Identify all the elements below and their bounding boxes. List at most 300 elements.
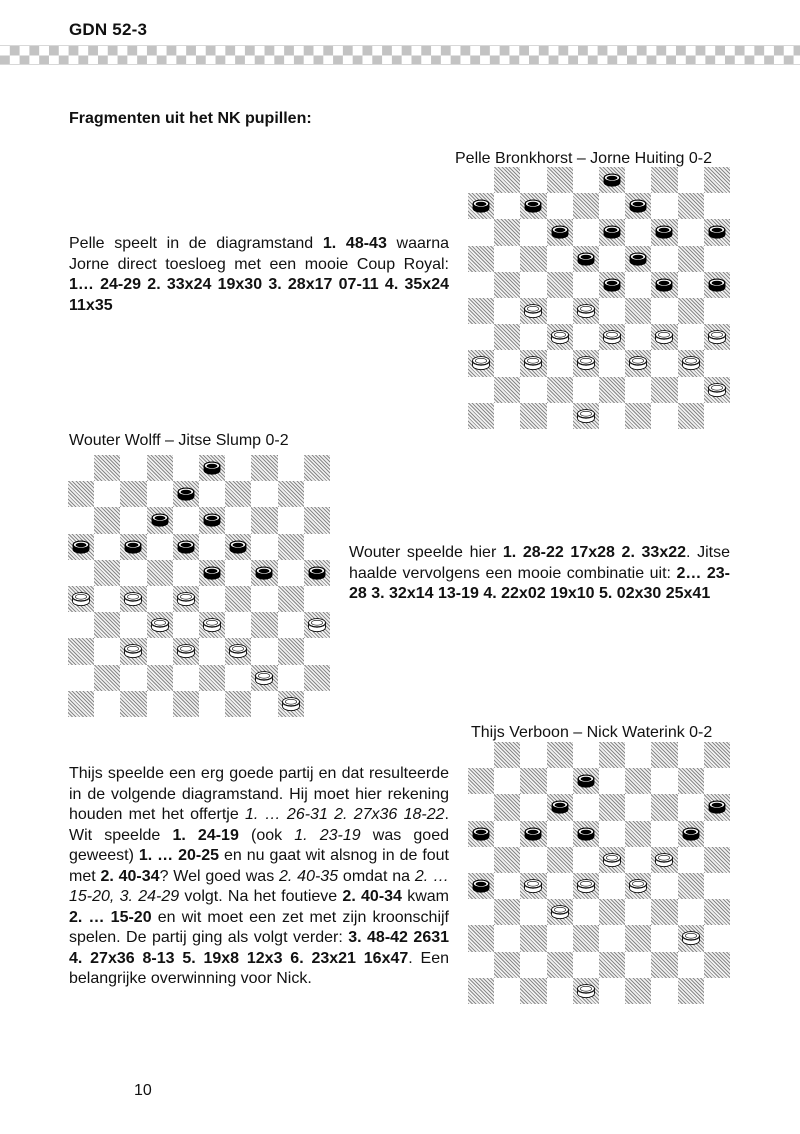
board-light-square <box>94 691 120 717</box>
board-light-square <box>468 794 494 820</box>
board-light-square <box>173 665 199 691</box>
game-2-board-diagram <box>68 455 330 717</box>
move-notation-italic: 1. … 26-31 2. 27x36 18-22 <box>245 806 445 823</box>
board-light-square <box>225 507 251 533</box>
board-square-12 <box>147 507 173 533</box>
black-piece-icon <box>307 565 326 580</box>
board-light-square <box>120 665 146 691</box>
board-light-square <box>278 665 304 691</box>
board-square-18 <box>573 821 599 847</box>
board-square-14 <box>651 794 677 820</box>
board-square-26 <box>468 873 494 899</box>
board-light-square <box>625 952 651 978</box>
board-square-2 <box>147 455 173 481</box>
board-light-square <box>520 324 546 350</box>
board-square-40 <box>678 925 704 951</box>
move-notation-bold: 1… 24-29 2. 33x24 19x30 3. 28x17 07-11 4. 35x24 11x35 <box>69 276 449 314</box>
board-square-50 <box>678 403 704 429</box>
board-square-35 <box>704 324 730 350</box>
board-square-7 <box>520 193 546 219</box>
board-light-square <box>651 925 677 951</box>
board-light-square <box>599 193 625 219</box>
board-square-8 <box>573 193 599 219</box>
board-square-37 <box>120 638 146 664</box>
board-light-square <box>678 219 704 245</box>
board-square-20 <box>678 246 704 272</box>
board-square-49 <box>625 403 651 429</box>
black-piece-icon <box>655 225 674 240</box>
board-light-square <box>547 403 573 429</box>
board-square-5 <box>304 455 330 481</box>
board-square-43 <box>599 377 625 403</box>
board-square-45 <box>304 665 330 691</box>
board-square-29 <box>225 586 251 612</box>
board-square-11 <box>94 507 120 533</box>
white-piece-icon <box>307 618 326 633</box>
board-square-7 <box>120 481 146 507</box>
move-notation-bold: 3. 48-42 2631 4. 27x36 8-13 5. 19x8 12x3 6. 23x21 16x47 <box>69 929 450 967</box>
board-square-8 <box>573 768 599 794</box>
board-light-square <box>651 873 677 899</box>
board-square-6 <box>468 193 494 219</box>
game-1-caption: Pelle Bronkhorst – Jorne Huiting 0-2 <box>455 150 713 167</box>
move-notation-bold: 1. 28-22 17x28 2. 33x22 <box>502 544 687 561</box>
board-light-square <box>704 978 730 1004</box>
black-piece-icon <box>203 565 222 580</box>
page-number: 10 <box>134 1082 152 1099</box>
white-piece-icon <box>524 304 543 319</box>
board-square-6 <box>68 481 94 507</box>
white-piece-icon <box>707 382 726 397</box>
white-piece-icon <box>576 408 595 423</box>
board-square-5 <box>704 167 730 193</box>
board-square-10 <box>278 481 304 507</box>
commentary-text: waarna Jorne direct toesloeg met een mooie Coup Royal: <box>69 235 450 273</box>
board-light-square <box>573 794 599 820</box>
white-piece-icon <box>629 356 648 371</box>
board-light-square <box>573 167 599 193</box>
board-square-27 <box>120 586 146 612</box>
board-square-36 <box>468 925 494 951</box>
board-light-square <box>68 665 94 691</box>
board-light-square <box>573 847 599 873</box>
board-square-23 <box>199 560 225 586</box>
board-square-36 <box>68 638 94 664</box>
board-light-square <box>468 324 494 350</box>
board-light-square <box>625 219 651 245</box>
board-light-square <box>547 925 573 951</box>
board-light-square <box>120 612 146 638</box>
board-square-19 <box>625 246 651 272</box>
board-light-square <box>704 403 730 429</box>
commentary-text: Pelle speelt in de diagramstand <box>69 235 323 252</box>
commentary-text: . Wit speelde <box>69 806 449 844</box>
board-light-square <box>547 350 573 376</box>
board-square-49 <box>625 978 651 1004</box>
board-light-square <box>599 821 625 847</box>
board-light-square <box>547 298 573 324</box>
board-light-square <box>120 455 146 481</box>
board-light-square <box>225 560 251 586</box>
board-square-38 <box>573 350 599 376</box>
board-square-1 <box>494 167 520 193</box>
board-square-40 <box>278 638 304 664</box>
board-light-square <box>678 794 704 820</box>
board-light-square <box>94 638 120 664</box>
white-piece-icon <box>681 356 700 371</box>
board-square-22 <box>147 560 173 586</box>
board-light-square <box>547 821 573 847</box>
board-square-34 <box>651 899 677 925</box>
board-square-13 <box>199 507 225 533</box>
board-light-square <box>68 507 94 533</box>
board-light-square <box>704 873 730 899</box>
board-light-square <box>573 377 599 403</box>
board-square-47 <box>520 978 546 1004</box>
black-piece-icon <box>550 800 569 815</box>
board-square-2 <box>547 167 573 193</box>
white-piece-icon <box>576 304 595 319</box>
board-square-30 <box>678 298 704 324</box>
board-light-square <box>468 847 494 873</box>
black-piece-icon <box>603 225 622 240</box>
board-square-14 <box>651 219 677 245</box>
board-light-square <box>520 899 546 925</box>
board-square-24 <box>651 272 677 298</box>
white-piece-icon <box>255 670 274 685</box>
board-square-42 <box>547 952 573 978</box>
board-square-18 <box>573 246 599 272</box>
white-piece-icon <box>655 852 674 867</box>
black-piece-icon <box>524 826 543 841</box>
board-square-39 <box>225 638 251 664</box>
board-square-34 <box>651 324 677 350</box>
black-piece-icon <box>255 565 274 580</box>
board-light-square <box>704 768 730 794</box>
game-2-commentary <box>349 543 730 605</box>
board-light-square <box>494 925 520 951</box>
board-light-square <box>494 978 520 1004</box>
white-piece-icon <box>203 618 222 633</box>
board-square-11 <box>494 794 520 820</box>
board-square-44 <box>251 665 277 691</box>
board-light-square <box>278 612 304 638</box>
white-piece-icon <box>124 592 143 607</box>
section-title: Fragmenten uit het NK pupillen: <box>69 110 312 127</box>
board-square-12 <box>547 794 573 820</box>
board-light-square <box>199 534 225 560</box>
board-light-square <box>625 794 651 820</box>
black-piece-icon <box>229 539 248 554</box>
board-square-48 <box>173 691 199 717</box>
white-piece-icon <box>655 330 674 345</box>
board-light-square <box>704 821 730 847</box>
board-square-4 <box>651 742 677 768</box>
board-square-50 <box>678 978 704 1004</box>
board-light-square <box>494 768 520 794</box>
board-square-37 <box>520 925 546 951</box>
board-light-square <box>625 324 651 350</box>
board-square-3 <box>199 455 225 481</box>
board-square-20 <box>678 821 704 847</box>
board-square-19 <box>625 821 651 847</box>
board-square-17 <box>120 534 146 560</box>
board-square-6 <box>468 768 494 794</box>
board-light-square <box>651 246 677 272</box>
board-light-square <box>147 638 173 664</box>
board-square-35 <box>704 899 730 925</box>
white-piece-icon <box>124 644 143 659</box>
commentary-text: kwam <box>401 888 449 905</box>
commentary-text: was goed geweest) <box>69 826 449 864</box>
board-square-3 <box>599 742 625 768</box>
black-piece-icon <box>472 826 491 841</box>
board-light-square <box>225 665 251 691</box>
board-light-square <box>651 193 677 219</box>
board-square-7 <box>520 768 546 794</box>
board-square-16 <box>468 821 494 847</box>
board-light-square <box>599 873 625 899</box>
board-light-square <box>625 377 651 403</box>
black-piece-icon <box>576 251 595 266</box>
white-piece-icon <box>681 931 700 946</box>
board-square-32 <box>547 899 573 925</box>
board-light-square <box>547 978 573 1004</box>
black-piece-icon <box>576 826 595 841</box>
board-square-17 <box>520 821 546 847</box>
board-square-21 <box>494 272 520 298</box>
board-square-37 <box>520 350 546 376</box>
board-square-25 <box>704 847 730 873</box>
board-light-square <box>599 978 625 1004</box>
board-light-square <box>225 455 251 481</box>
board-light-square <box>678 377 704 403</box>
board-light-square <box>625 847 651 873</box>
commentary-text: Thijs speelde een erg goede partij en dat resulteerde in de volgende diagramstand. Hij moet hier rekening houden met het offertje <box>69 765 449 823</box>
board-light-square <box>147 534 173 560</box>
board-square-47 <box>120 691 146 717</box>
board-light-square <box>704 193 730 219</box>
black-piece-icon <box>176 539 195 554</box>
commentary-text: ? Wel goed was <box>159 867 280 885</box>
move-notation-bold: 2. 40-34 <box>100 867 160 885</box>
black-piece-icon <box>629 251 648 266</box>
board-square-40 <box>678 350 704 376</box>
board-square-10 <box>678 193 704 219</box>
board-light-square <box>468 167 494 193</box>
board-light-square <box>651 350 677 376</box>
board-light-square <box>173 612 199 638</box>
board-square-27 <box>520 873 546 899</box>
commentary-text: . Een belangrijke overwinning voor Nick. <box>69 949 450 987</box>
black-piece-icon <box>550 225 569 240</box>
board-square-39 <box>625 350 651 376</box>
board-light-square <box>251 638 277 664</box>
move-notation-bold: 1. 48-43 <box>322 235 387 252</box>
board-light-square <box>625 167 651 193</box>
board-light-square <box>520 742 546 768</box>
board-light-square <box>468 377 494 403</box>
board-square-19 <box>225 534 251 560</box>
board-light-square <box>199 481 225 507</box>
board-light-square <box>704 350 730 376</box>
board-square-41 <box>494 377 520 403</box>
board-light-square <box>494 403 520 429</box>
board-light-square <box>678 952 704 978</box>
board-square-33 <box>599 899 625 925</box>
board-light-square <box>599 350 625 376</box>
board-light-square <box>251 481 277 507</box>
board-square-4 <box>251 455 277 481</box>
board-light-square <box>68 560 94 586</box>
board-square-15 <box>704 219 730 245</box>
black-piece-icon <box>203 461 222 476</box>
black-piece-icon <box>576 774 595 789</box>
board-light-square <box>147 691 173 717</box>
game-3-caption: Thijs Verboon – Nick Waterink 0-2 <box>471 724 713 741</box>
board-light-square <box>304 586 330 612</box>
black-piece-icon <box>203 513 222 528</box>
board-light-square <box>304 481 330 507</box>
board-light-square <box>520 272 546 298</box>
commentary-text: omdat na <box>338 867 415 885</box>
board-light-square <box>304 638 330 664</box>
board-light-square <box>651 768 677 794</box>
board-light-square <box>120 507 146 533</box>
black-piece-icon <box>681 826 700 841</box>
board-square-26 <box>468 298 494 324</box>
board-light-square <box>494 246 520 272</box>
board-light-square <box>678 324 704 350</box>
commentary-text: en wit moet een zet met zijn kroonschijf spelen. De partij ging als volgt verder: <box>69 908 449 946</box>
board-light-square <box>678 272 704 298</box>
board-square-38 <box>173 638 199 664</box>
board-square-46 <box>68 691 94 717</box>
board-square-45 <box>704 377 730 403</box>
black-piece-icon <box>707 800 726 815</box>
board-light-square <box>678 847 704 873</box>
white-piece-icon <box>176 592 195 607</box>
board-light-square <box>225 612 251 638</box>
board-square-22 <box>547 272 573 298</box>
game-3-board-diagram <box>468 742 730 1004</box>
white-piece-icon <box>576 356 595 371</box>
board-light-square <box>251 534 277 560</box>
board-light-square <box>468 952 494 978</box>
board-square-16 <box>68 534 94 560</box>
board-light-square <box>625 899 651 925</box>
move-notation-bold: 2. 40-34 <box>342 888 402 905</box>
board-square-32 <box>547 324 573 350</box>
board-light-square <box>573 899 599 925</box>
board-square-25 <box>704 272 730 298</box>
game-1-commentary <box>69 234 449 316</box>
board-square-24 <box>651 847 677 873</box>
board-square-1 <box>494 742 520 768</box>
black-piece-icon <box>150 513 169 528</box>
black-piece-icon <box>124 539 143 554</box>
board-square-48 <box>573 403 599 429</box>
white-piece-icon <box>176 644 195 659</box>
board-square-9 <box>225 481 251 507</box>
board-square-42 <box>147 665 173 691</box>
white-piece-icon <box>629 879 648 894</box>
black-piece-icon <box>603 173 622 188</box>
board-light-square <box>468 742 494 768</box>
board-light-square <box>599 925 625 951</box>
board-square-29 <box>625 873 651 899</box>
board-light-square <box>651 403 677 429</box>
board-square-31 <box>94 612 120 638</box>
board-light-square <box>251 586 277 612</box>
board-light-square <box>468 219 494 245</box>
board-light-square <box>573 272 599 298</box>
commentary-text: volgt. Na het foutieve <box>179 888 343 905</box>
board-light-square <box>520 167 546 193</box>
board-square-33 <box>199 612 225 638</box>
board-square-41 <box>494 952 520 978</box>
board-light-square <box>573 219 599 245</box>
move-notation-bold: 1. 24-19 <box>172 826 239 844</box>
commentary-text: (ook <box>238 826 295 844</box>
board-light-square <box>494 350 520 376</box>
board-light-square <box>94 586 120 612</box>
board-light-square <box>547 246 573 272</box>
board-square-28 <box>573 873 599 899</box>
board-square-43 <box>199 665 225 691</box>
move-notation-bold: 2… 23-28 3. 32x14 13-19 4. 22x02 19x10 5. 02x30 25x41 <box>349 564 730 602</box>
board-square-12 <box>547 219 573 245</box>
board-square-46 <box>468 403 494 429</box>
board-square-28 <box>573 298 599 324</box>
white-piece-icon <box>576 983 595 998</box>
white-piece-icon <box>603 330 622 345</box>
board-square-10 <box>678 768 704 794</box>
board-light-square <box>147 481 173 507</box>
board-square-44 <box>651 952 677 978</box>
board-light-square <box>599 246 625 272</box>
board-square-3 <box>599 167 625 193</box>
board-square-30 <box>678 873 704 899</box>
white-piece-icon <box>576 879 595 894</box>
board-light-square <box>468 272 494 298</box>
board-light-square <box>94 534 120 560</box>
game-1-board-diagram <box>468 167 730 429</box>
board-light-square <box>678 899 704 925</box>
board-square-39 <box>625 925 651 951</box>
checkered-divider <box>0 45 800 65</box>
board-light-square <box>199 586 225 612</box>
board-square-35 <box>304 612 330 638</box>
board-square-21 <box>494 847 520 873</box>
board-square-29 <box>625 298 651 324</box>
board-square-26 <box>68 586 94 612</box>
board-square-14 <box>251 507 277 533</box>
board-light-square <box>173 455 199 481</box>
board-light-square <box>520 794 546 820</box>
board-square-5 <box>704 742 730 768</box>
board-light-square <box>704 246 730 272</box>
board-light-square <box>704 925 730 951</box>
board-light-square <box>199 691 225 717</box>
board-square-1 <box>94 455 120 481</box>
board-square-22 <box>547 847 573 873</box>
move-notation-bold: 1. … 20-25 <box>138 847 220 864</box>
board-square-32 <box>147 612 173 638</box>
board-light-square <box>94 481 120 507</box>
white-piece-icon <box>524 356 543 371</box>
white-piece-icon <box>150 618 169 633</box>
